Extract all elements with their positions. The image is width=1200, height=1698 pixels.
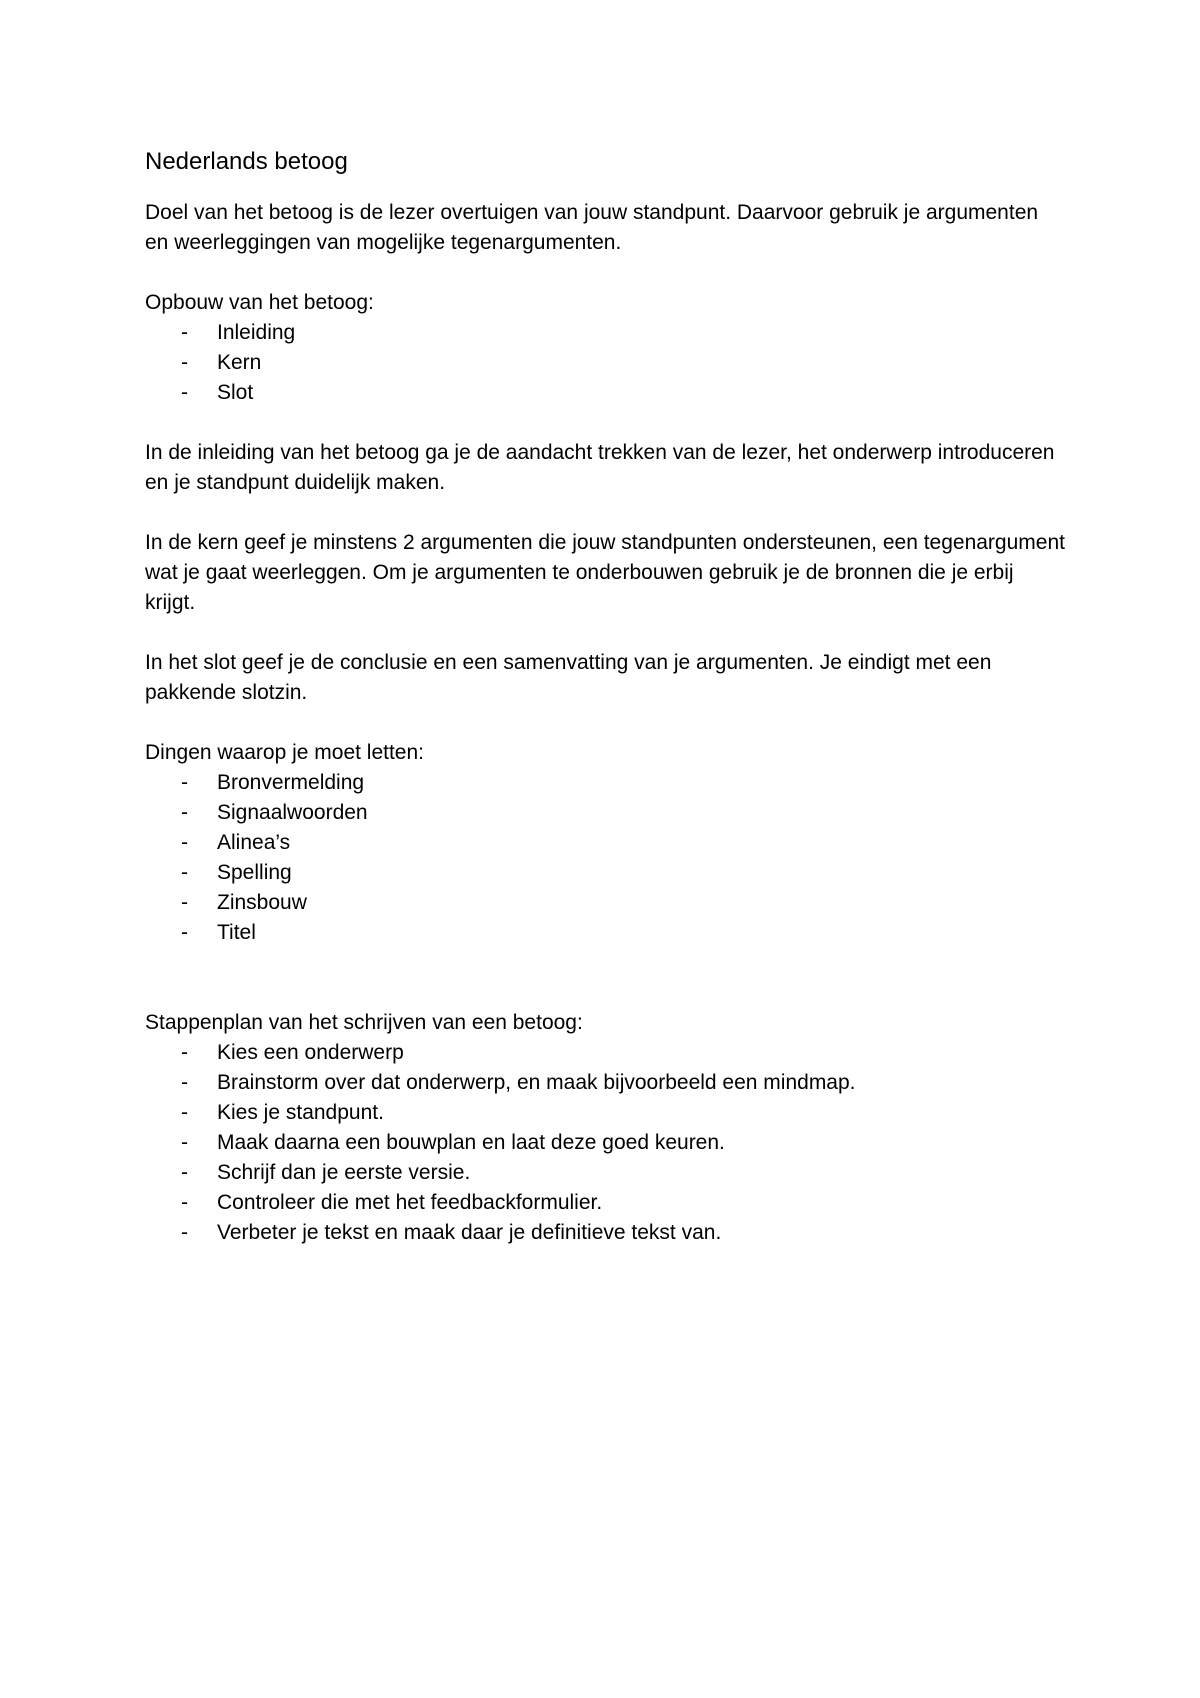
list-item: - Kern	[145, 348, 1065, 378]
list-item: - Kies een onderwerp	[145, 1038, 1065, 1068]
document-title: Nederlands betoog	[145, 148, 348, 175]
list-item: - Spelling	[145, 858, 1065, 888]
list-item: - Maak daarna een bouwplan en laat deze goed keuren.	[145, 1128, 1065, 1158]
list-item: - Verbeter je tekst en maak daar je definitieve tekst van.	[145, 1218, 1065, 1248]
paragraph-inleiding: In de inleiding van het betoog ga je de aandacht trekken van de lezer, het onderwerp introduceren en je standpunt duidelijk maken.	[145, 441, 1055, 494]
structure-list	[145, 318, 1065, 408]
list-item: - Bronvermelding	[145, 768, 1065, 798]
list-item: - Schrijf dan je eerste versie.	[145, 1158, 1065, 1188]
list-item: - Kies je standpunt.	[145, 1098, 1065, 1128]
list-item: - Inleiding	[145, 318, 1065, 348]
checklist-list	[145, 768, 1065, 948]
list-item: - Controleer die met het feedbackformulier.	[145, 1188, 1065, 1218]
paragraph-slot: In het slot geef je de conclusie en een samenvatting van je argumenten. Je eindigt met een pakkende slotzin.	[145, 651, 992, 704]
spacer	[145, 618, 1065, 648]
paragraph-kern: In de kern geef je minstens 2 argumenten die jouw standpunten ondersteunen, een tegenargument wat je gaat weerleggen. Om je argumenten te onderbouwen gebruik je de bronnen die je erbij krijgt.	[145, 531, 1065, 614]
checklist-heading: Dingen waarop je moet letten:	[145, 741, 424, 764]
steps-list	[145, 1038, 1065, 1248]
steps-heading: Stappenplan van het schrijven van een betoog:	[145, 1011, 583, 1034]
spacer	[145, 708, 1065, 738]
list-item: - Brainstorm over dat onderwerp, en maak bijvoorbeeld een mindmap.	[145, 1068, 1065, 1098]
intro-paragraph: Doel van het betoog is de lezer overtuigen van jouw standpunt. Daarvoor gebruik je argumenten en weerleggingen van mogelijke tegenargumenten.	[145, 201, 1039, 254]
spacer	[145, 258, 1065, 288]
document-page	[145, 144, 1065, 1248]
list-item: - Titel	[145, 918, 1065, 948]
list-item: - Signaalwoorden	[145, 798, 1065, 828]
spacer	[145, 498, 1065, 528]
structure-heading: Opbouw van het betoog:	[145, 291, 374, 314]
list-item: - Zinsbouw	[145, 888, 1065, 918]
spacer	[145, 408, 1065, 438]
spacer	[145, 948, 1065, 1008]
list-item: - Alinea’s	[145, 828, 1065, 858]
list-item: - Slot	[145, 378, 1065, 408]
